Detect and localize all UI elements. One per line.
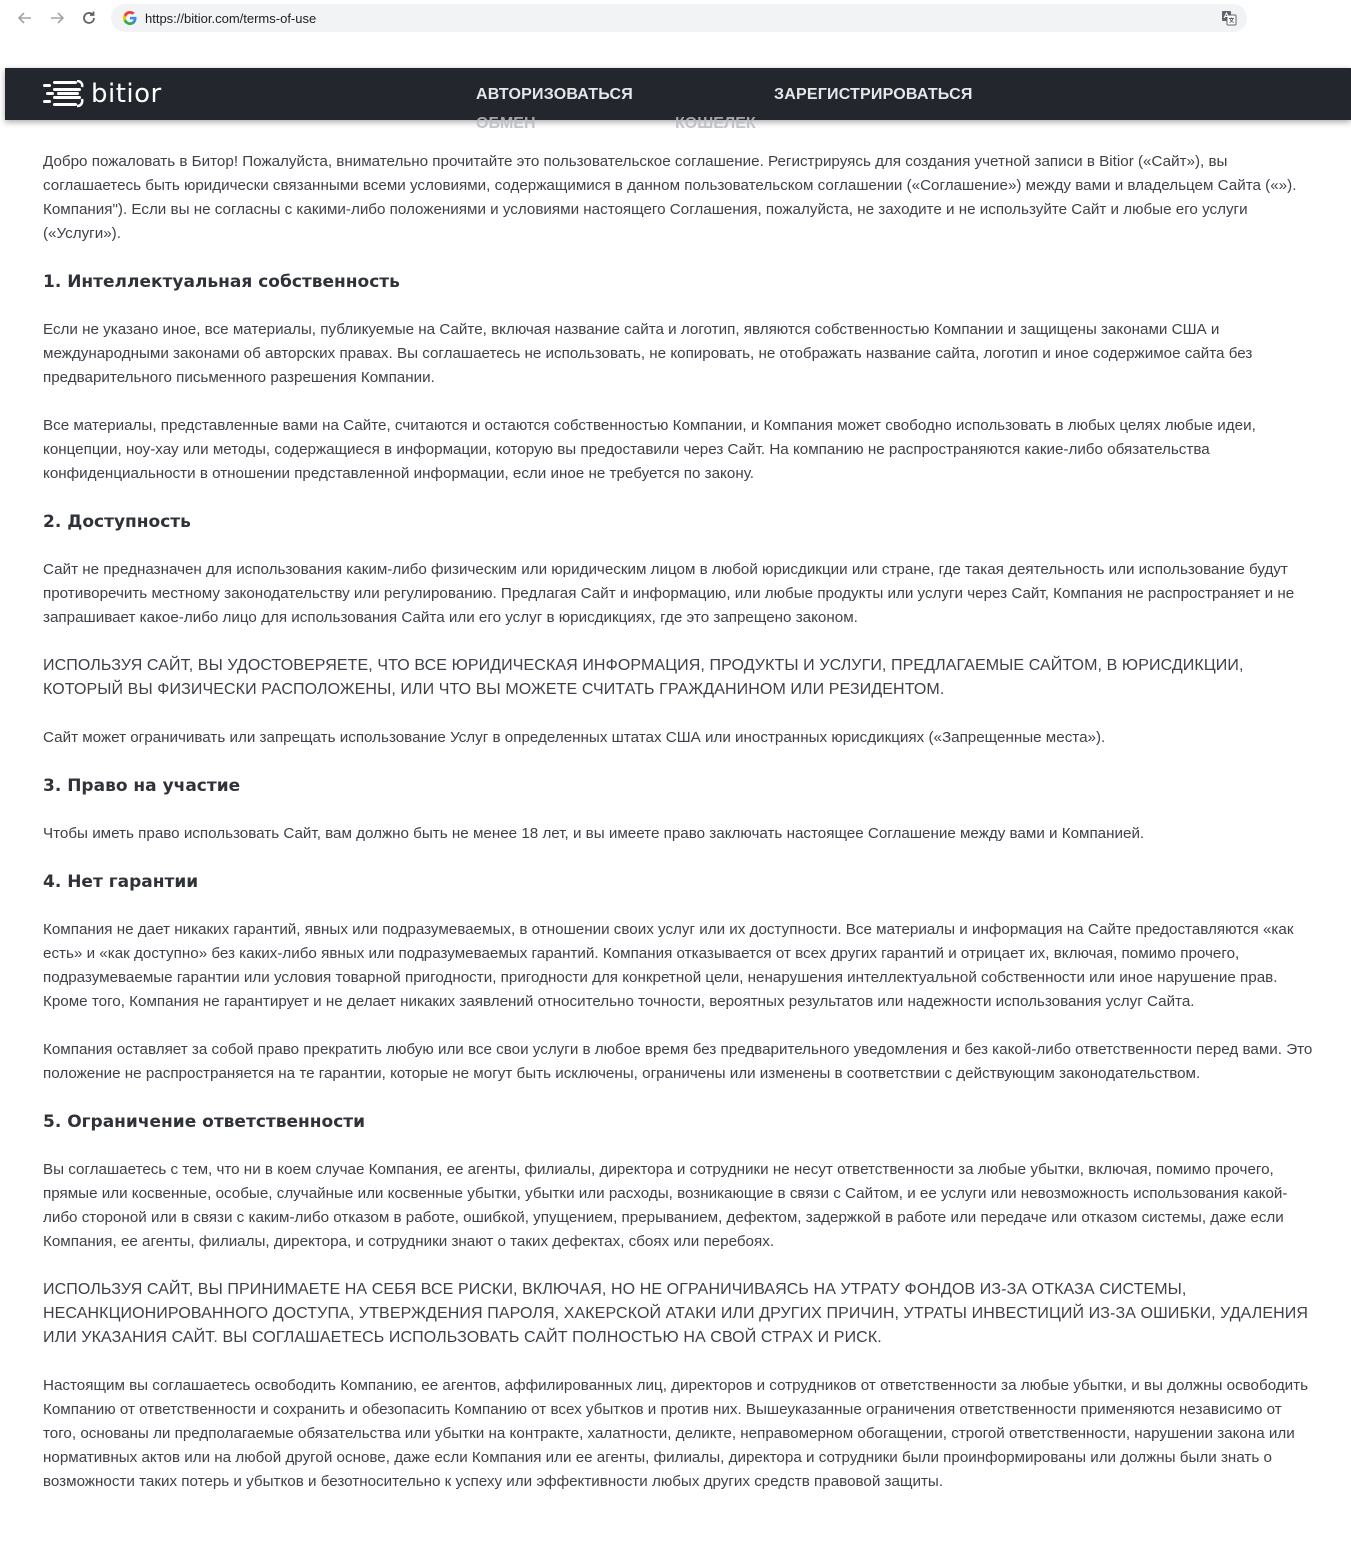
section-heading: 4. Нет гарантии [43, 872, 199, 892]
forward-icon[interactable] [46, 7, 68, 29]
back-icon[interactable] [14, 7, 36, 29]
logo-text: bitior [91, 79, 162, 109]
caps-paragraph: ИСПОЛЬЗУЯ САЙТ, ВЫ УДОСТОВЕРЯЕТЕ, ЧТО ВСЕ ЮРИДИЧЕСКАЯ ИНФОРМАЦИЯ, ПРОДУКТЫ И УСЛУГИ, ПРЕДЛАГАЕМЫЕ САЙТОМ, В ЮРИСДИКЦИИ, КОТОРЫЙ ВЫ ФИЗИЧЕСКИ РАСПОЛОЖЕНЫ, ИЛИ ЧТО ВЫ МОЖЕТЕ СЧИТАТЬ ГРАЖДАНИНОМ ИЛИ РЕЗИДЕНТОМ. [43, 657, 1244, 698]
google-icon [122, 10, 138, 26]
intro-paragraph: Добро пожаловать в Битор! Пожалуйста, внимательно прочитайте это пользовательское соглашение. Регистрируясь для создания учетной записи в Bitior («Сайт»), вы соглашаетесь быть юридически связанными всеми условиями, содержащимися в данном пользовательском соглашении («Соглашение») между вами и владельцем Сайта («»). Компания"). Если вы не согласны с какими-либо положениями и условиями настоящего Соглашения, пожалуйста, не заходите и не используйте Сайт и любые его услуги («Услуги»). [43, 153, 1297, 242]
bitior-logo-icon [43, 80, 85, 108]
logo[interactable] [43, 80, 162, 108]
site-header [5, 68, 1351, 120]
section-heading: 2. Доступность [43, 512, 191, 532]
caps-paragraph: ИСПОЛЬЗУЯ САЙТ, ВЫ ПРИНИМАЕТЕ НА СЕБЯ ВСЕ РИСКИ, ВКЛЮЧАЯ, НО НЕ ОГРАНИЧИВАЯСЬ НА УТРАТУ ФОНДОВ ИЗ-ЗА ОТКАЗА СИСТЕМЫ, НЕСАНКЦИОНИРОВАННОГО ДОСТУПА, УТВЕРЖДЕНИЯ ПАРОЛЯ, ХАКЕРСКОЙ АТАКИ ИЛИ ДРУГИХ ПРИЧИН, УТРАТЫ ИНВЕСТИЦИЙ ИЗ-ЗА ОШИБКИ, УДАЛЕНИЯ ИЛИ УКАЗАНИЯ САЙТ. ВЫ СОГЛАШАЕТЕСЬ ИСПОЛЬЗОВАТЬ САЙТ ПОЛНОСТЬЮ НА СВОЙ СТРАХ И РИСК. [43, 1281, 1309, 1346]
paragraph: Настоящим вы соглашаетесь освободить Компанию, ее агентов, аффилированных лиц, директоров и сотрудников от ответственности за любые убытки, и вы должны освободить Компанию от ответственности и сохранить и обезопасить Компанию от всех убытков и против них. Вышеуказанные ограничения ответственности применяются независимо от того, основаны ли предполагаемые обязательства или убытки на контракте, халатности, деликте, неправомерном обогащении, строгой ответственности, нарушении закона или нормативных актов или на любой другой основе, даже если Компания или ее агенты, филиалы, директора и сотрудники были проинформированы или должны были знать о возможности таких потерь и убытков и безотносительно к успеху или эффективности любых других средств правовой защиты. [43, 1377, 1309, 1490]
reload-icon[interactable] [78, 7, 100, 29]
paragraph: Вы соглашаетесь с тем, что ни в коем случае Компания, ее агенты, филиалы, директора и сотрудники не несут ответственности за любые убытки, включая, помимо прочего, прямые или косвенные, особые, случайные или косвенные убытки, убытки или расходы, возникающие в связи с Сайтом, и ее услуги или невозможность использования какой-либо стороной или в связи с каким-либо отказом в работе, ошибкой, упущением, прерыванием, дефектом, задержкой в работе или передаче или отказом системы, даже если Компания, ее агенты, филиалы, директора, и сотрудники знают о таких дефектах, сбоях или перебоях. [43, 1161, 1288, 1250]
paragraph: Если не указано иное, все материалы, публикуемые на Сайте, включая название сайта и логотип, являются собственностью Компании и защищены законами США и международными законами об авторских правах. Вы соглашаетесь не использовать, не копировать, не отображать название сайта, логотип и иное содержимое сайта без предварительного письменного разрешения Компании. [43, 321, 1253, 386]
paragraph: Сайт не предназначен для использования каким-либо физическим или юридическим лицом в любой юрисдикции или стране, где такая деятельность или использование будут противоречить местному законодательству или регулированию. Предлагая Сайт и информацию, или любые продукты или услуги через Сайт, Компания не распространяет и не запрашивает какое-либо лицо для использования Сайта или его услуг в юрисдикциях, где это запрещено законом. [43, 561, 1295, 626]
url-text[interactable]: https://bitior.com/terms-of-use [145, 11, 317, 26]
section-heading: 3. Право на участие [43, 776, 241, 796]
section-heading: 5. Ограничение ответственности [43, 1112, 366, 1132]
terms-content [43, 150, 1313, 1518]
paragraph: Все материалы, представленные вами на Сайте, считаются и остаются собственностью Компании, и Компания может свободно использовать в любых целях любые идеи, концепции, ноу-хау или методы, содержащиеся в информации, которую вы предоставили через Сайт. На компанию не распространяются какие-либо обязательства конфиденциальности в отношении представленной информации, если иное не требуется по закону. [43, 417, 1256, 482]
paragraph: Компания не дает никаких гарантий, явных или подразумеваемых, в отношении своих услуг или их доступности. Все материалы и информация на Сайте предоставляются «как есть» и «как доступно» без каких-либо явных или подразумеваемых гарантий. Компания отказывается от всех других гарантий и отрицает их, включая, помимо прочего, подразумеваемые гарантии или условия товарной пригодности, пригодности для конкретной цели, ненарушения интеллектуальной собственности или иное нарушение прав. Кроме того, Компания не гарантирует и не делает никаких заявлений относительно точности, вероятных результатов или надежности использования услуг Сайта. [43, 921, 1294, 1010]
section-heading: 1. Интеллектуальная собственность [43, 272, 400, 292]
login-link[interactable]: АВТОРИЗОВАТЬСЯ [476, 86, 633, 103]
exchange-link[interactable]: ОБМЕН [476, 115, 536, 131]
wallet-link[interactable]: КОШЕЛЕК [675, 115, 756, 131]
paragraph: Сайт может ограничивать или запрещать использование Услуг в определенных штатах США или иностранных юрисдикциях («Запрещенные места»). [43, 729, 1106, 746]
paragraph: Чтобы иметь право использовать Сайт, вам должно быть не менее 18 лет, и вы имеете право заключать настоящее Соглашение между вами и Компанией. [43, 825, 1145, 842]
paragraph: Компания оставляет за собой право прекратить любую или все свои услуги в любое время без предварительного уведомления и без какой-либо ответственности перед вами. Это положение не распространяется на те гарантии, которые не могут быть исключены, ограничены или изменены в соответствии с действующим законодательством. [43, 1041, 1313, 1082]
register-link[interactable]: ЗАРЕГИСТРИРОВАТЬСЯ [774, 86, 973, 103]
translate-icon[interactable] [1221, 10, 1237, 26]
address-bar[interactable] [111, 4, 1247, 32]
browser-toolbar [0, 0, 1351, 36]
